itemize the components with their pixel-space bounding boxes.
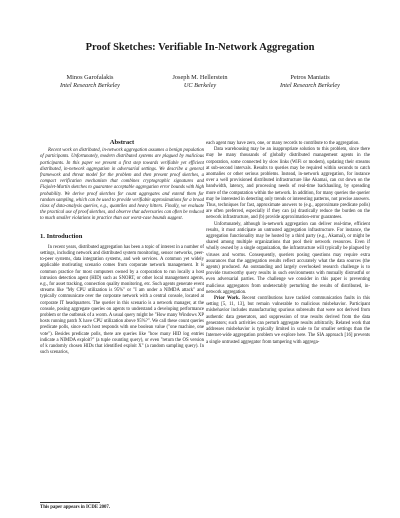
author-affiliation: UC Berkeley [183, 82, 217, 90]
body-paragraph: each agent may have zero, one, or many records to contribute to the aggregation. [206, 141, 360, 146]
abstract [40, 140, 204, 223]
paper-title: Proof Sketches: Verifiable In-Network Aggregation [85, 42, 315, 53]
footnote: This paper appears in ICDE 2007. [40, 502, 100, 510]
right-column [206, 141, 370, 346]
author-affiliation: Intel Research Berkeley [280, 82, 340, 90]
abstract-heading: Abstract [109, 139, 135, 146]
author-block [40, 74, 360, 91]
body-paragraph: Unfortunately, although in-network aggregation can deliver real-time, efficient results, it must anticipate an untrusted aggregation infrastructure. For instance, the aggregation functionality may be hosted by a third party (e.g., Akamai), or might be shared among multiple organizations that pool their network resources. Even if wholly owned by a single organization, the infrastructure will typically be plagued by viruses and worms. Consequently, queriers posing questions may require extra assurances that the aggregation results reflect accurately what the data sources (the agents) produced. An outstanding and largely overlooked research challenge is to provide trustworthy query results in such environments with mutually distrustful or even adversarial parties. The challenge we consider in this paper is preventing malicious aggregators from undetectably perturbing the results of distributed, in-network aggregation. [206, 221, 370, 295]
author-affiliation: Intel Research Berkeley [60, 82, 120, 90]
runin-heading: Prior Work. [214, 296, 240, 302]
body-paragraph: In recent years, distributed aggregation has been a topic of interest in a number of settings, including network and distributed system monitoring, sensor networks, peer-to-peer systems, data integration systems, and web services. A common yet widely applicable motivating scenario comes from corporate network management. It is common practice for most computers owned by a corporation to run locally a host intrusion detection agent (HID) such as SNORT, or other local management agents, e.g., for asset tracking, connection quality monitoring, etc. Such agents generate event streams like "My CPU utilization is 95%" or "I am under a NIMDA attack" and typically communicate over the corporate network with a central console, located at corporate IT headquarters. The querier in this scenario is a network manager, at the console, posing aggregate queries on agents to understand a developing performance problem or the outbreak of a worm. A usual query might be "How many Windows XP hosts running patch X have CPU utilization above 95%?". We call these count queries predicate polls, since each host responds with one boolean value ("one machine, one vote"). Besides predicate polls, there are queries like "how many HID log entries indicate a NIMDA exploit?" (a tuple counting query), or even "return the OS version of k randomly chosen HIDs that identified exploit X" (a random sampling query). In such scenarios, [40, 244, 204, 356]
section-heading: 1. Introduction [40, 232, 83, 240]
author-3 [260, 74, 360, 91]
author-2 [150, 74, 250, 91]
author-name: Joseph M. Hellerstein [172, 74, 228, 81]
abstract-text: Recent work on distributed, in-network aggregation assumes a benign population of participants. Unfortunately, modern distributed systems are plagued by malicious participants. In this paper we present a first step towards verifiable yet efficient distributed, in-network aggregation in adversarial settings. We describe a general framework and threat model for the problem and then present proof sketches, a compact verification mechanism that combines cryptographic signatures and Flajolet-Martin sketches to guarantee acceptable aggregation error bounds with high probability. We derive proof sketches for count aggregates and extend them for random sampling, which can be used to provide verifiable approximations for a broad class of data-analysis queries, e.g., quantiles and heavy hitters. Finally, we evaluate the practical use of proof sketches, and observe that adversaries can often be reduced to much smaller violations in practice than our worst-case bounds suggest. [40, 148, 204, 222]
author-1 [40, 74, 140, 91]
author-name: Petros Maniatis [290, 74, 330, 81]
prior-work-text: Recent contributions have tackled communication faults in this setting [5, 11, 13], but remain vulnerable to malicious misbehavior. Participant misbehavior includes manufacturing spurious subresults that were not derived from authentic data generators, and suppression of true results derived from the data generators; such activities can perturb aggregate results arbitrarily. Related work that addresses misbehavior is typically limited in scale to far smaller settings than the Internet-wide aggregation problem we explore here. The SIA approach [16] prevents a single untrusted aggregator from tampering with aggrega- [206, 296, 370, 345]
author-name: Minos Garofalakis [66, 74, 114, 81]
prior-work-paragraph [206, 296, 370, 346]
body-paragraph: Data warehousing may be an inappropriate solution to this problem, since there may be many thousands of globally distributed management agents in the corporation, some connected by slow links (WiFi or modem), updating their streams at sub-second intervals. Results to queries may be required within seconds to catch anomalies or other serious problems. Instead, in-network aggregation, for instance over a well provisioned distributed infrastructure like Akamai, can cut down on the bandwidth, latency, and processing needs of real-time backhauling, by spreading more of the computation within the network. In addition, for many queries the querier may be interested in detecting only trends or interesting patterns, not precise answers. Thus, techniques for fast, approximate answers to (e.g., approximate predicate polls) are often preferred, especially if they can (a) drastically reduce the burden on the network infrastructure, and (b) provide approximation-error guarantees. [206, 147, 370, 221]
left-column [40, 140, 204, 357]
